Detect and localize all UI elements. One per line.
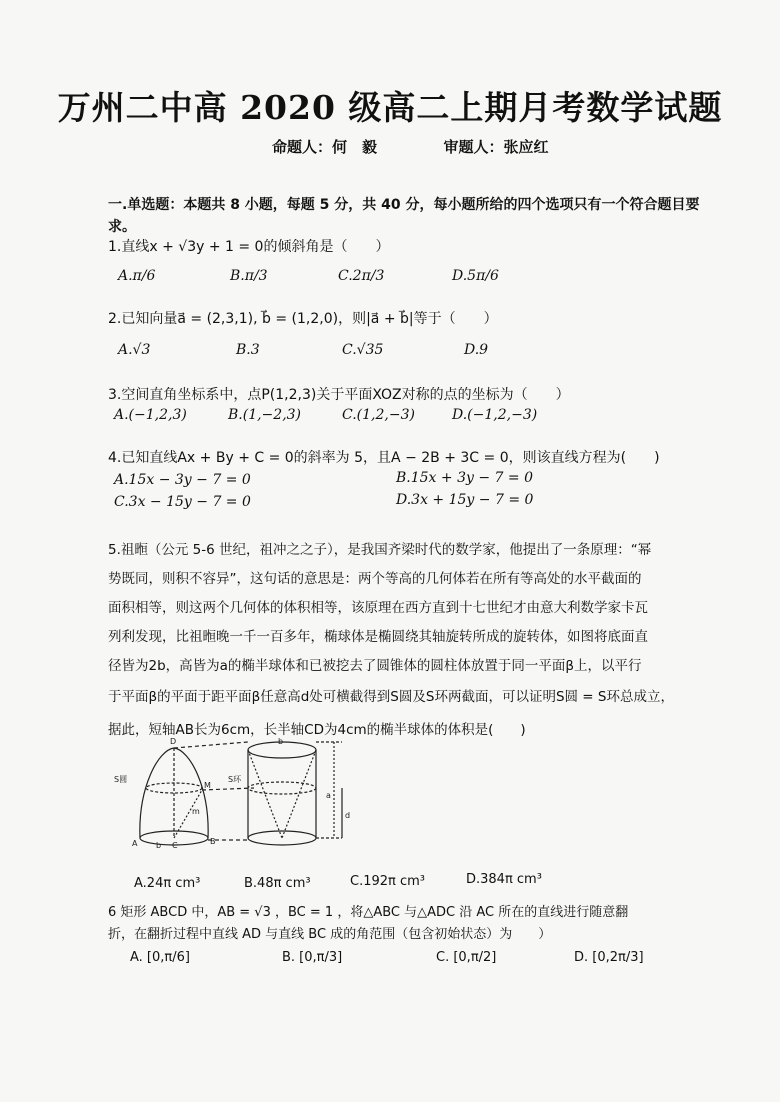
q5-option-d: D.384π cm³: [466, 872, 542, 887]
q5-option-b: B.48π cm³: [244, 876, 311, 891]
cylinder-section: [248, 782, 316, 794]
q6-option-c: C. [0,π/2]: [436, 950, 497, 965]
label-s-ring: S环: [228, 775, 242, 784]
q6-option-a: A. [0,π/6]: [130, 950, 190, 965]
label-b: B: [210, 837, 216, 846]
q6-stem: [108, 902, 708, 946]
q1-option-c: C.2π/3: [338, 268, 385, 284]
q4-option-b: B.15x + 3y − 7 = 0: [396, 470, 533, 486]
q6-option-b: B. [0,π/3]: [282, 950, 343, 965]
q1-option-a: A.π/6: [118, 268, 156, 284]
reviewer-label: 审题人：张应红: [443, 138, 549, 156]
q3-option-b: B.(1,−2,3): [228, 407, 302, 423]
label-d-height: d: [345, 811, 351, 820]
proposer-label: 命题人：何 毅: [272, 138, 378, 156]
q3-option-d: D.(−1,2,−3): [452, 407, 538, 423]
section-header: 一.单选题：本题共 8 小题，每题 5 分，共 40 分，每小题所给的四个选项只有一个符合题目要求。: [108, 197, 700, 235]
q5-paragraph: [108, 536, 698, 745]
q4-option-d: D.3x + 15y − 7 = 0: [396, 492, 534, 508]
page-title: 万州二中高 2020 级高二上期月考数学试题: [57, 88, 723, 127]
label-s-circle: S圆: [114, 775, 128, 784]
q4-stem: 4.已知直线Ax + By + C = 0的斜率为 5，且A − 2B + 3C = 0，则该直线方程为( ): [108, 450, 660, 466]
q1-option-b: B.π/3: [230, 268, 268, 284]
q4-option-a: A.15x − 3y − 7 = 0: [114, 472, 251, 488]
q5-line: 5.祖暅（公元 5-6 世纪，祖冲之之子），是我国齐梁时代的数学家，他提出了一条原理：“幂: [108, 542, 652, 558]
q5-line: 于平面β的平面于距平面β任意高d处可横截得到S圆及S环两截面，可以证明S圆 = S环总成立，: [108, 689, 674, 705]
cylinder-base: [248, 831, 316, 845]
top-plane-line: [174, 742, 248, 748]
label-b-top: b: [278, 737, 284, 746]
q3-stem: 3.空间直角坐标系中，点P(1,2,3)关于平面XOZ对称的点的坐标为（ ）: [108, 387, 570, 403]
q5-geometry-figure: [112, 728, 362, 858]
q5-option-a: A.24π cm³: [134, 876, 201, 891]
label-m: m: [192, 807, 200, 816]
q5-line: 据此，短轴AB长为6cm，长半轴CD为4cm的椭半球体的体积是( ): [108, 722, 526, 738]
q2-option-d: D.9: [464, 342, 489, 358]
q6-line: 6 矩形 ABCD 中，AB = √3 ，BC = 1 ，将△ABC 与△ADC 沿 AC 所在的直线进行随意翻: [108, 905, 629, 920]
q1-stem: 1.直线x + √3y + 1 = 0的倾斜角是（ ）: [108, 239, 390, 255]
q6-line: 折，在翻折过程中直线 AD 与直线 BC 成的角范围（包含初始状态）为 ）: [108, 927, 552, 942]
authors-line: [272, 136, 549, 157]
q5-line: 列利发现，比祖暅晚一千一百多年，椭球体是椭圆绕其轴旋转所成的旋转体，如图将底面直: [108, 629, 648, 645]
label-m-upper: M: [204, 781, 211, 790]
q6-option-d: D. [0,2π/3]: [574, 950, 644, 965]
q3-option-c: C.(1,2,−3): [342, 407, 415, 423]
q2-option-c: C.√35: [342, 342, 384, 358]
q5-line: 径皆为2b，高皆为a的椭半球体和已被挖去了圆锥体的圆柱体放置于同一平面β上，以平行: [108, 658, 642, 674]
q5-option-c: C.192π cm³: [350, 874, 426, 889]
q2-option-b: B.3: [236, 342, 260, 358]
q1-option-d: D.5π/6: [452, 268, 499, 284]
label-d: D: [170, 737, 177, 746]
label-a-height: a: [326, 791, 331, 800]
label-c: C: [172, 841, 178, 850]
label-b-radius: b: [156, 841, 162, 850]
q2-stem: 2.已知向量a⃗ = (2,3,1), b⃗ = (1,2,0)，则|a⃗ + b⃗|等于（ ）: [108, 311, 498, 327]
q2-option-a: A.√3: [118, 342, 151, 358]
q4-option-c: C.3x − 15y − 7 = 0: [114, 494, 251, 510]
label-a: A: [132, 839, 138, 848]
q5-line: 面积相等，则这两个几何体的体积相等，该原理在西方直到十七世纪才由意大利数学家卡瓦: [108, 600, 648, 616]
q3-option-a: A.(−1,2,3): [114, 407, 187, 423]
q5-line: 势既同，则积不容异”，这句话的意思是：两个等高的几何体若在所有等高处的水平截面的: [108, 571, 642, 587]
